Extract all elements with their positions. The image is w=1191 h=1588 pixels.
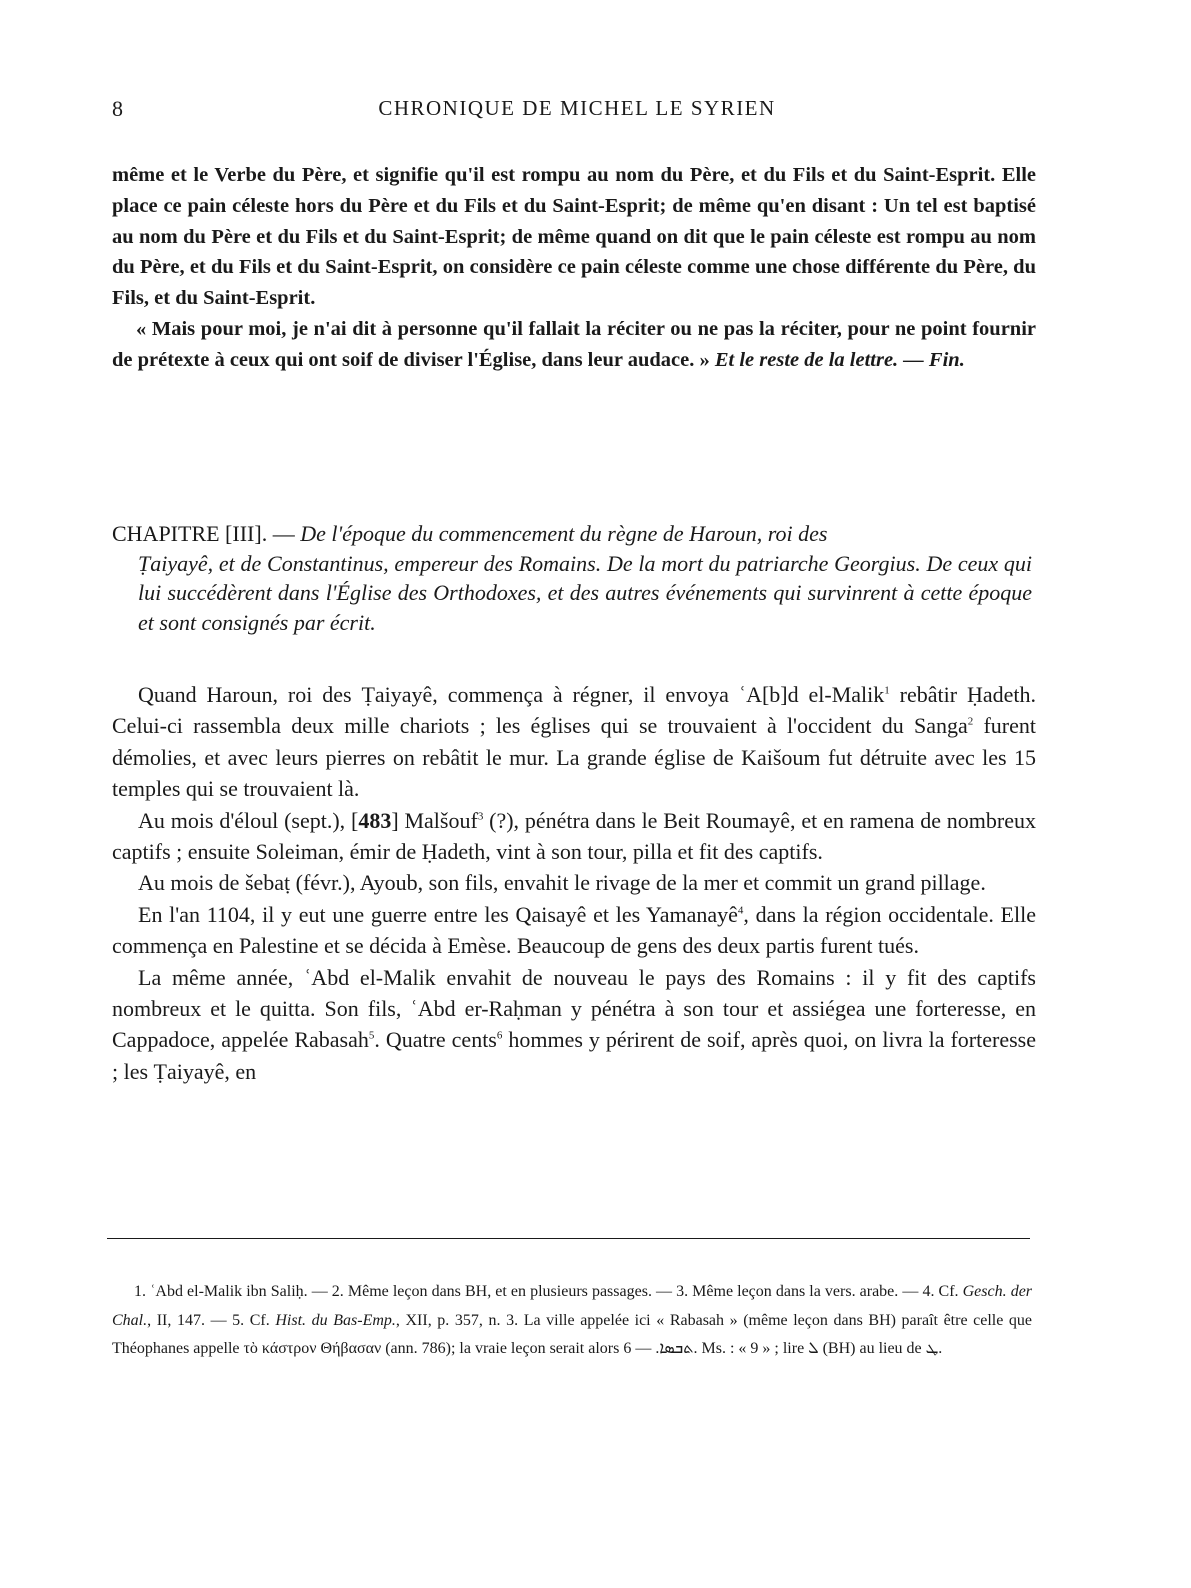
text-run: . Quatre cents [374, 1027, 497, 1053]
chapter-title-rest: Ṭaiyayê, et de Constantinus, empereur des Romains. De la mort du patriarche Georgius. De ceux qui lui succédèrent dans l'Église des Orthodoxes, et des autres événements qui survinrent à cette époque et sont consignés par écrit. [138, 550, 1032, 635]
text-run: Quand Haroun, roi des Ṭaiyayê, commença à régner, il envoya ʿA[b]d el-Malik [138, 682, 885, 707]
footnote-ref: 3 [477, 810, 484, 823]
footnote-ref: 6 [496, 1030, 503, 1043]
text-run: furent démolies, et avec leurs pierres on rebâtit le mur. La grande église de Kaišoum fut détruite avec les 15 temples qui se trouvaient là. [112, 713, 1037, 802]
text-run: Au mois d'éloul (sept.), [ [138, 807, 359, 833]
text-run: ] Malšouf [391, 807, 478, 833]
body-paragraph-5 [112, 962, 1036, 1088]
footnote-ref: 5 [368, 1030, 375, 1043]
text-run: En l'an 1104, il y eut une guerre entre les Qaisayê et les Yamanayê [138, 901, 738, 927]
page-number: 8 [112, 96, 123, 121]
body-paragraph-3: Au mois de šebaṭ (févr.), Ayoub, son fils, envahit le rivage de la mer et commit un grand pillage. [138, 870, 986, 896]
continuation-paragraph: même et le Verbe du Père, et signifie qu'il est rompu au nom du Père, et du Fils et du Saint-Esprit. Elle place ce pain céleste hors du Père et du Fils et du Saint-Esprit; de même qu'en disant : Un tel est baptisé au nom du Père et du Fils et du Saint-Esprit; de même quand on dit que le pain céleste est rompu au nom du Père, et du Fils et du Saint-Esprit, on considère ce pain céleste comme une chose différente du Père, du Fils, et du Saint-Esprit. [112, 164, 1036, 310]
text-run: (?), pénétra dans le Beit Roumayê, et en ramena de nombreux captifs ; ensuite Soleiman, émir de Ḥadeth, vint à son tour, pilla et fit des captifs. [112, 807, 1036, 865]
text-run: rebâtir Ḥadeth. Celui-ci rassembla deux mille chariots ; les églises qui se trouvaient à l'occident du Sanga [112, 682, 1037, 739]
text-run: hommes y périrent de soif, après quoi, on livra la forteresse ; les Ṭaiyayê, en [112, 1027, 1036, 1084]
text-run: , XII, p. 357, n. 3. La ville appelée ici « Rabasah » (même leçon dans BH) paraît être celle que Théophanes appelle τὸ κάστρον Θήβασαν (ann. 786); la vraie leçon serait alors ܬܒܣܐ. — 6. Ms. : « 9 » ; lire ܠ (BH) au lieu de ܛ. [112, 1311, 1033, 1358]
chapter-title-line1: De l'époque du commencement du règne de Haroun, roi des [300, 521, 828, 546]
citation-title: Hist. du Bas-Emp. [275, 1311, 396, 1329]
body-paragraph-2 [112, 805, 1036, 868]
running-title: CHRONIQUE DE MICHEL LE SYRIEN [378, 96, 776, 120]
top-block [112, 160, 1036, 376]
body-paragraph-1 [112, 679, 1036, 805]
footnotes [112, 1278, 1032, 1364]
running-head [112, 96, 1042, 136]
quote-paragraph [112, 314, 1036, 376]
footnote-ref: 4 [737, 904, 744, 917]
body-text [112, 679, 1036, 1087]
footnote-ref: 1 [884, 684, 890, 697]
footnote-rule [107, 1238, 1030, 1239]
text-run: 1. ʿAbd el-Malik ibn Saliḥ. — 2. Même leçon dans BH, et en plusieurs passages. — 3. Même leçon dans la vers. arabe. — 4. Cf. [134, 1283, 959, 1300]
text-run: La même année, ʿAbd el-Malik envahit de nouveau le pays des Romains : il y fit des captifs nombreux et le quitta. Son fils, ʿAbd er-Raḥman y pénétra à son tour et assiégea une forteresse, en Cappadoce, appelée Rabasah [112, 964, 1036, 1053]
footnote-ref: 2 [967, 716, 974, 729]
quote-text: « Mais pour moi, je n'ai dit à personne qu'il fallait la réciter ou ne pas la réciter, pour ne point fournir de prétexte à ceux qui ont soif de diviser l'Église, dans leur audace. » [112, 317, 1036, 371]
footnote-text [112, 1278, 1032, 1364]
chapter-heading [112, 519, 1032, 637]
folio-marker: 483 [358, 807, 392, 833]
citation-title: Gesch. der Chal. [112, 1283, 1033, 1329]
text-run: , dans la région occidentale. Elle commença en Palestine et se décida à Emèse. Beaucoup de gens des deux partis furent tués. [112, 901, 1036, 959]
end-of-letter: Et le reste de la lettre. — Fin. [714, 348, 965, 371]
text-run: , II, 147. — 5. Cf. [147, 1311, 270, 1329]
chapter-label: CHAPITRE [III]. — [112, 521, 295, 546]
body-paragraph-4 [112, 899, 1036, 962]
